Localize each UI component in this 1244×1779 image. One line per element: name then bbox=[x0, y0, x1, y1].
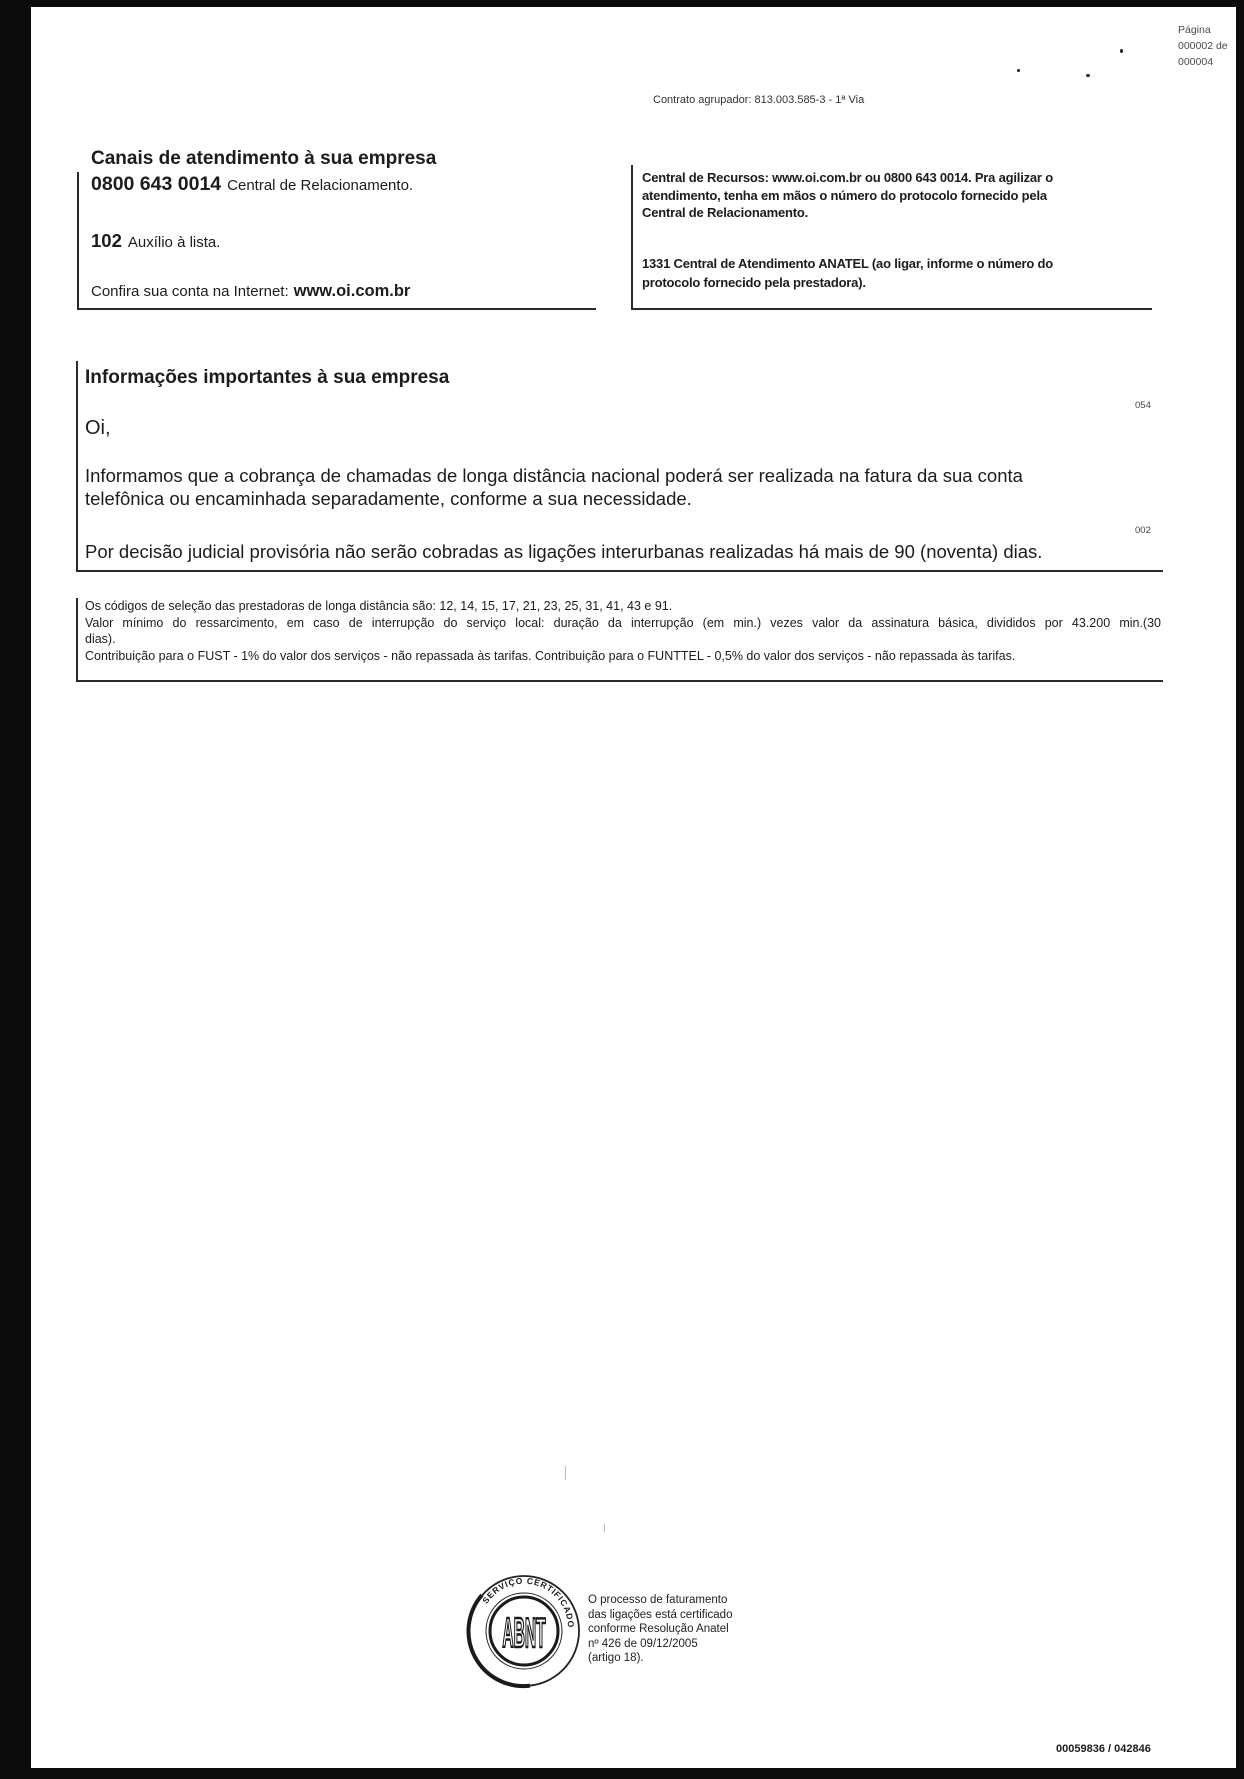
anatel-line: protocolo fornecido pela prestadora). bbox=[642, 275, 866, 290]
appeals-left-rule bbox=[631, 165, 633, 310]
certification-line: conforme Resolução Anatel bbox=[588, 1623, 729, 1636]
directory-label: Auxílio à lista. bbox=[127, 234, 221, 251]
resources-line: atendimento, tenha em mãos o número do protocolo fornecido pela bbox=[642, 188, 1047, 203]
message-code-top: 054 bbox=[1135, 400, 1151, 411]
certification-line: das ligações está certificado bbox=[588, 1608, 733, 1621]
service-channels-left-rule bbox=[77, 172, 79, 310]
abnt-certification-seal bbox=[464, 1571, 584, 1691]
relationship-center-line bbox=[91, 172, 413, 198]
document-code: 00059836 / 042846 bbox=[1056, 1743, 1151, 1755]
certification-line: nº 426 de 09/12/2005 bbox=[588, 1637, 698, 1650]
legal-note-line: Valor mínimo do ressarcimento, em caso de interrupção do serviço local: duração da interrupção (em min.) vezes valor da assinatura básica, divididos por 43.200 min.(30 bbox=[85, 616, 1161, 630]
legal-note-line: dias). bbox=[85, 632, 116, 646]
service-channels-title: Canais de atendimento à sua empresa bbox=[91, 148, 437, 169]
relationship-label: Central de Relacionamento. bbox=[227, 177, 414, 194]
message-2: Por decisão judicial provisória não serão cobradas as ligações interurbanas realizadas há mais de 90 (noventa) dias. bbox=[85, 541, 1043, 562]
legal-notes-left-rule bbox=[76, 598, 78, 682]
scan-speck bbox=[1017, 69, 1020, 72]
directory-line bbox=[91, 229, 220, 255]
scan-edge-top bbox=[0, 0, 1244, 7]
scan-mark bbox=[565, 1466, 566, 1480]
certification-statement bbox=[588, 1593, 732, 1666]
greeting: Oi, bbox=[85, 417, 111, 439]
seal-ring-text-path: SERVIÇO CERTIFICADO bbox=[480, 1575, 577, 1629]
scan-edge-left bbox=[0, 0, 31, 1779]
page-number bbox=[1178, 22, 1228, 70]
page-label: Página bbox=[1178, 24, 1211, 36]
important-info-bottom-rule bbox=[76, 570, 1163, 572]
message-1-line: telefônica ou encaminhada separadamente, conforme a sua necessidade. bbox=[85, 488, 692, 509]
scan-speck bbox=[1120, 49, 1123, 53]
service-channels-bottom-rule bbox=[77, 308, 596, 310]
certification-line: O processo de faturamento bbox=[588, 1594, 728, 1606]
anatel-line: 1331 Central de Atendimento ANATEL (ao ligar, informe o número do bbox=[642, 256, 1054, 271]
contract-reference: Contrato agrupador: 813.003.585-3 - 1ª Via bbox=[653, 94, 865, 106]
scan-edge-bottom bbox=[0, 1768, 1244, 1779]
resources-line: Central de Recursos: www.oi.com.br ou 0800 643 0014. Pra agilizar o bbox=[642, 170, 1053, 185]
resources-line: Central de Relacionamento. bbox=[642, 205, 809, 220]
scan-speck bbox=[1086, 74, 1090, 77]
seal-logo-text: ABNT bbox=[502, 1609, 546, 1657]
relationship-number: 0800 643 0014 bbox=[91, 173, 222, 195]
legal-note-line: Contribuição para o FUST - 1% do valor dos serviços - não repassada às tarifas. Contribuição para o FUNTTEL - 0,5% do valor dos serviços - não repassada às tarifas. bbox=[85, 649, 1016, 663]
message-code-bottom: 002 bbox=[1135, 525, 1151, 536]
legal-notes-bottom-rule bbox=[76, 680, 1163, 682]
page-current: 000002 de bbox=[1178, 40, 1228, 52]
legal-note-line: Os códigos de seleção das prestadoras de longa distância são: 12, 14, 15, 17, 21, 23, 25, 31, 41, 43 e 91. bbox=[85, 599, 673, 613]
important-info-left-rule bbox=[76, 361, 78, 572]
online-bill-line bbox=[91, 279, 410, 304]
scan-edge-right bbox=[1236, 0, 1244, 1779]
page-total: 000004 bbox=[1178, 56, 1214, 68]
important-info-title: Informações importantes à sua empresa bbox=[85, 367, 450, 388]
online-bill-url: www.oi.com.br bbox=[293, 282, 411, 300]
scan-mark bbox=[604, 1524, 605, 1532]
appeals-bottom-rule bbox=[631, 308, 1152, 310]
online-bill-label: Confira sua conta na Internet: bbox=[91, 283, 289, 300]
directory-number: 102 bbox=[91, 230, 122, 251]
message-1-line: Informamos que a cobrança de chamadas de longa distância nacional poderá ser realizada na fatura da sua conta bbox=[85, 465, 1023, 486]
certification-line: (artigo 18). bbox=[588, 1652, 644, 1665]
